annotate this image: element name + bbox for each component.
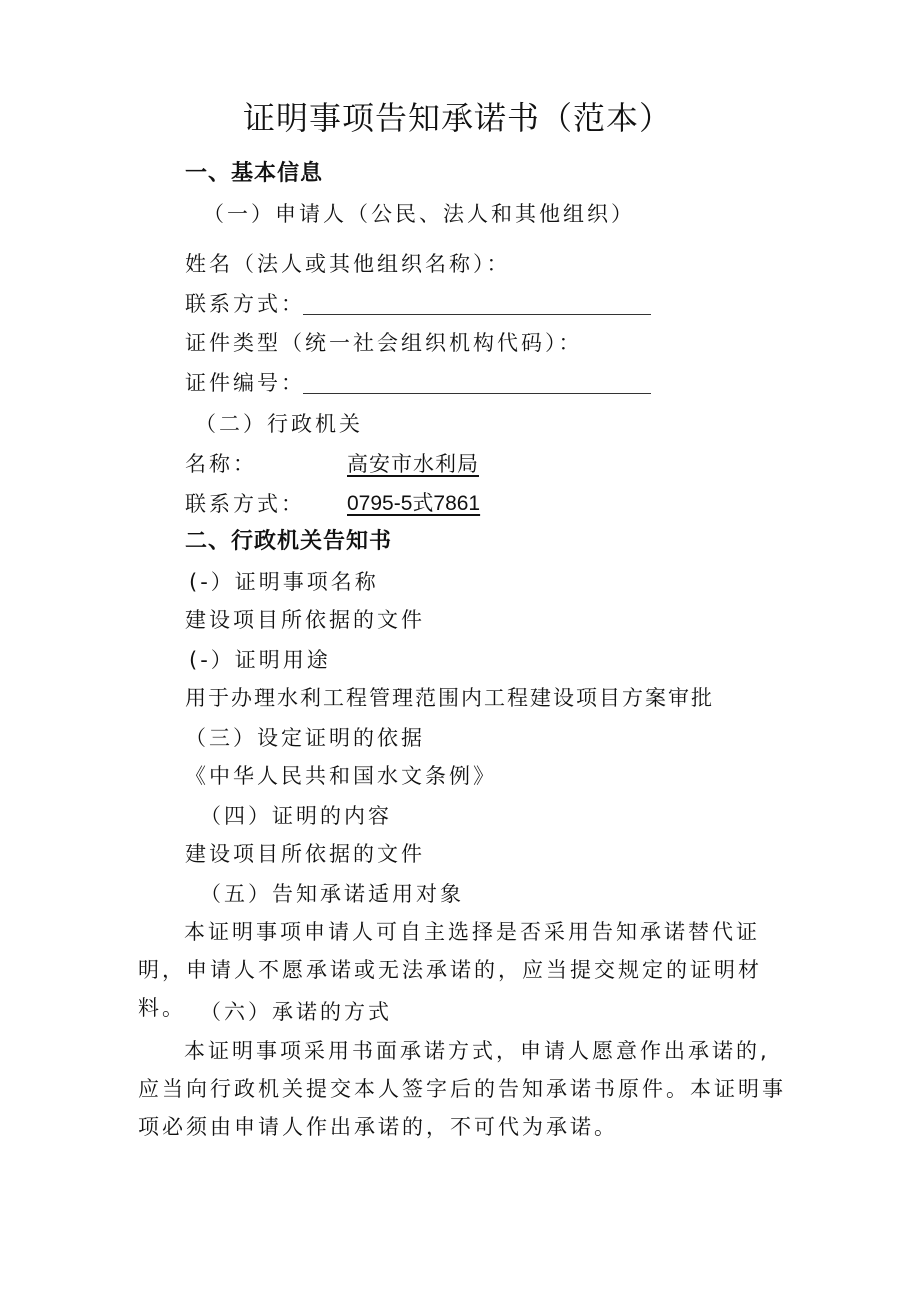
section-2-heading: 二、行政机关告知书 (185, 529, 393, 554)
item-2-text: 用于办理水利工程管理范围内工程建设项目方案审批 (185, 686, 714, 710)
agency-contact-value: 0795-5式7861 (347, 492, 481, 515)
page-title: 证明事项告知承诺书（范本） (243, 99, 673, 137)
agency-subheading: （二）行政机关 (195, 412, 363, 436)
applicant-contact-blank-line[interactable] (303, 314, 651, 315)
applicant-contact-label: 联系方式： (185, 292, 305, 316)
applicant-id-number-blank-line[interactable] (303, 393, 651, 394)
applicant-id-type-label: 证件类型（统一社会组织机构代码）： (185, 331, 583, 355)
item-4-heading: （四）证明的内容 (200, 804, 392, 828)
applicant-name-label: 姓名（法人或其他组织名称）： (185, 252, 511, 276)
item-2-heading: (-）证明用途 (189, 648, 331, 672)
agency-name-value: 高安市水利局 (347, 452, 479, 476)
item-3-text: 《中华人民共和国水文条例》 (185, 764, 497, 788)
item-1-heading: (-）证明事项名称 (189, 570, 379, 594)
item-3-heading: （三）设定证明的依据 (185, 726, 425, 750)
applicant-id-number-label: 证件编号： (185, 371, 305, 395)
item-1-text: 建设项目所依据的文件 (185, 608, 425, 632)
agency-name-label: 名称： (185, 452, 257, 476)
item-5-heading: （五）告知承诺适用对象 (200, 882, 464, 906)
item-5-paragraph: 本证明事项申请人可自主选择是否采用告知承诺替代证明，申请人不愿承诺或无法承诺的，应当提交规定的证明材料。 (138, 920, 762, 1020)
section-1-heading: 一、基本信息 (185, 161, 324, 186)
item-6-paragraph: 本证明事项采用书面承诺方式，申请人愿意作出承诺的,应当向行政机关提交本人签字后的告知承诺书原件。本证明事项必须由申请人作出承诺的，不可代为承诺。 (138, 1039, 786, 1139)
item-4-text: 建设项目所依据的文件 (185, 842, 425, 866)
applicant-subheading: （一）申请人（公民、法人和其他组织） (203, 202, 635, 226)
agency-contact-label: 联系方式： (185, 492, 305, 516)
item-6-heading: （六）承诺的方式 (200, 1000, 392, 1024)
